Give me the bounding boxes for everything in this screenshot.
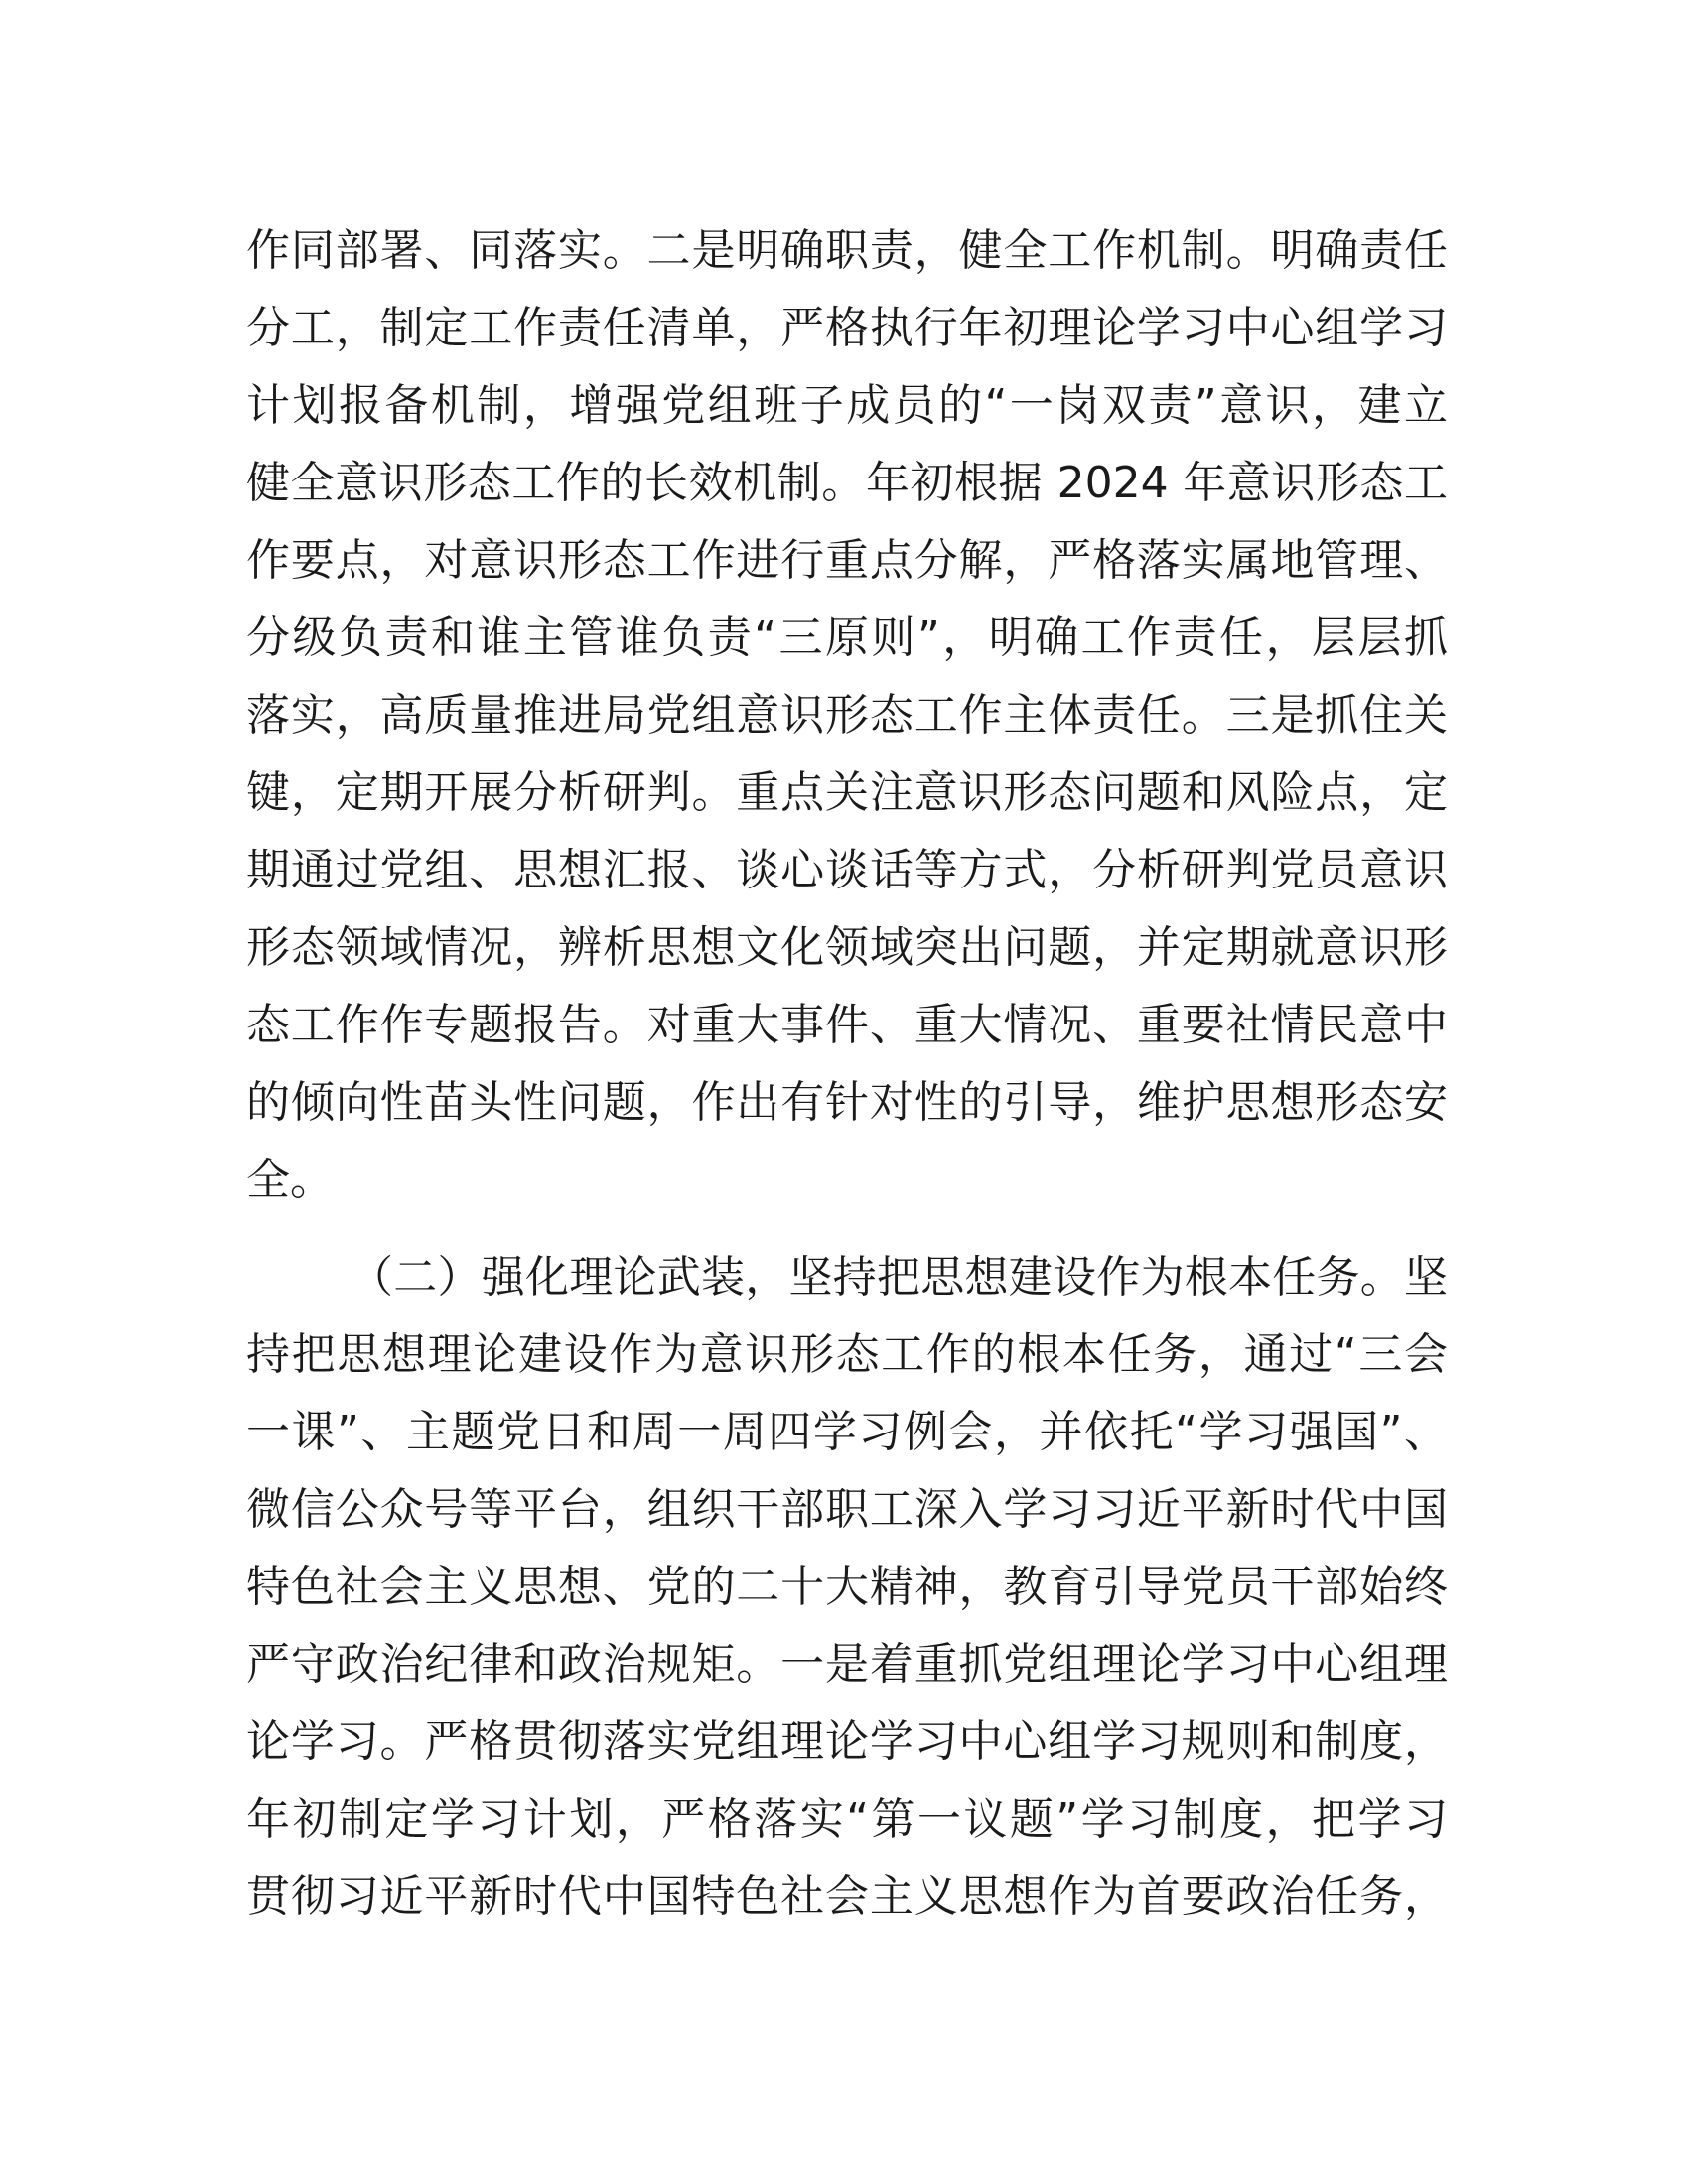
body-text: [246, 212, 1448, 1936]
text-line: 形态领域情况，辨析思想文化领域突出问题，并定期就意识形: [246, 922, 1448, 973]
text-line: 期通过党组、思想汇报、谈心谈话等方式，分析研判党员意识: [246, 845, 1448, 895]
text-line: 分工，制定工作责任清单，严格执行年初理论学习中心组学习: [246, 303, 1448, 353]
text-line: 论学习。严格贯彻落实党组理论学习中心组学习规则和制度，: [246, 1716, 1448, 1767]
text-line: 年初制定学习计划，严格落实“第一议题”学习制度，把学习: [246, 1794, 1448, 1844]
text-line: 落实，高质量推进局党组意识形态工作主体责任。三是抓住关: [246, 690, 1448, 741]
text-line: 作要点，对意识形态工作进行重点分解，严格落实属地管理、: [246, 535, 1448, 586]
paragraph-1: [246, 212, 1448, 1219]
text-line: 的倾向性苗头性问题，作出有针对性的引导，维护思想形态安: [246, 1077, 1448, 1128]
text-line: 作同部署、同落实。二是明确职责，健全工作机制。明确责任: [246, 225, 1448, 276]
text-line: 微信公众号等平台，组织干部职工深入学习习近平新时代中国: [246, 1484, 1448, 1535]
text-line: 分级负责和谁主管谁负责“三原则”，明确工作责任，层层抓: [246, 613, 1448, 663]
text-line: 严守政治纪律和政治规矩。一是着重抓党组理论学习中心组理: [246, 1639, 1448, 1690]
text-line: 贯彻习近平新时代中国特色社会主义思想作为首要政治任务，: [246, 1871, 1448, 1922]
text-line: 一课”、主题党日和周一周四学习例会，并依托“学习强国”、: [246, 1407, 1448, 1457]
text-line: 键，定期开展分析研判。重点关注意识形态问题和风险点，定: [246, 767, 1448, 818]
paragraph-spacing: [246, 1219, 1448, 1239]
section-heading-line: （二）强化理论武装，坚持把思想建设作为根本任务。坚: [350, 1252, 1448, 1302]
paragraph-2: [246, 1239, 1448, 1936]
text-line: 持把思想理论建设作为意识形态工作的根本任务，通过“三会: [246, 1329, 1448, 1380]
text-line: 全。: [246, 1155, 334, 1205]
text-line: 健全意识形态工作的长效机制。年初根据 2024 年意识形态工: [246, 458, 1448, 508]
text-line: 计划报备机制，增强党组班子成员的“一岗双责”意识，建立: [246, 380, 1448, 431]
text-line: 态工作作专题报告。对重大事件、重大情况、重要社情民意中: [246, 1000, 1448, 1050]
text-line: 特色社会主义思想、党的二十大精神，教育引导党员干部始终: [246, 1562, 1448, 1612]
